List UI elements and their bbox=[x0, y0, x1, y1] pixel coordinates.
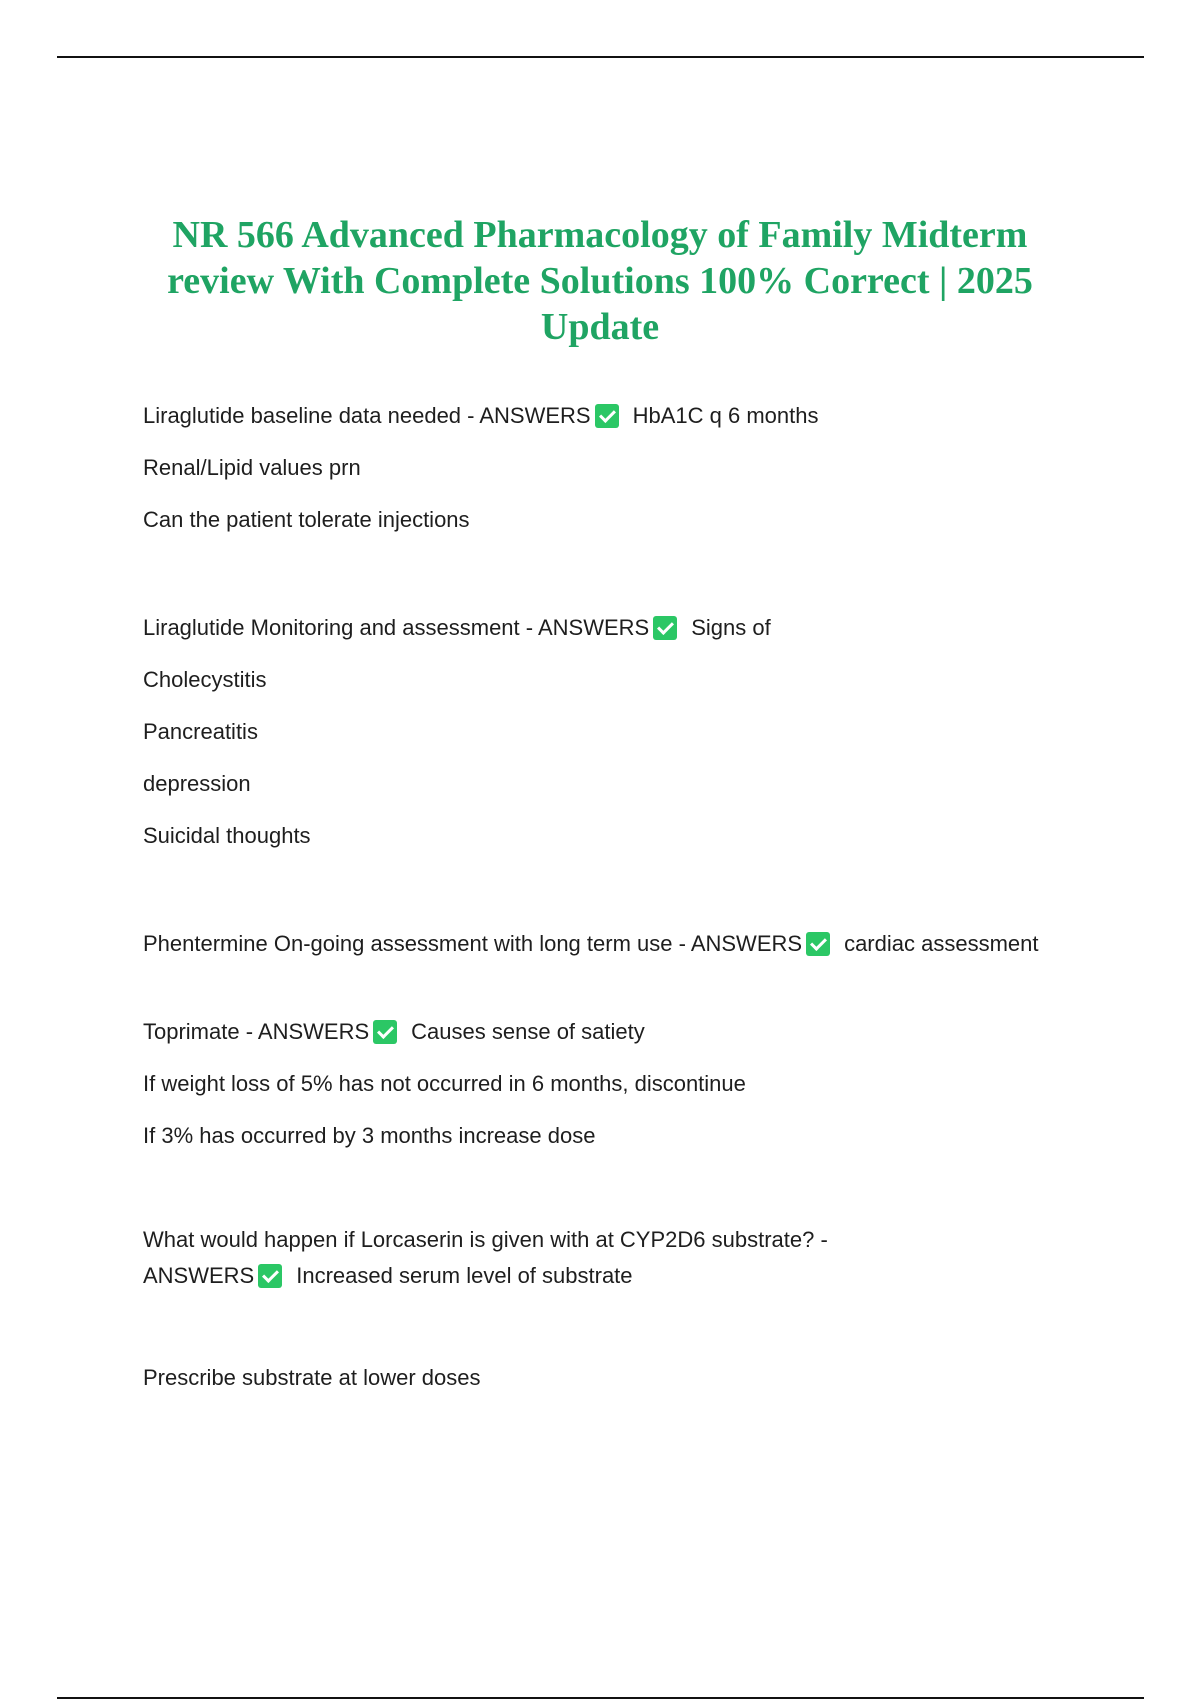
answer-text: cardiac assessment bbox=[844, 931, 1039, 956]
answer-line: Cholecystitis bbox=[143, 667, 267, 692]
qa-question-line bbox=[143, 1014, 1073, 1066]
spacer bbox=[143, 962, 1073, 1014]
question-text: Liraglutide Monitoring and assessment - ANSWERS bbox=[143, 615, 650, 640]
answer-line: Suicidal thoughts bbox=[143, 823, 311, 848]
bottom-rule bbox=[57, 1697, 1144, 1699]
qa-entry-phentermine bbox=[143, 926, 1073, 962]
answer-text: Causes sense of satiety bbox=[411, 1019, 645, 1044]
top-rule bbox=[57, 56, 1144, 58]
check-badge-icon bbox=[653, 616, 677, 640]
answer-line: depression bbox=[143, 771, 251, 796]
question-text: Toprimate - ANSWERS bbox=[143, 1019, 370, 1044]
qa-question-line bbox=[143, 610, 1073, 662]
spacer bbox=[143, 554, 1073, 610]
check-badge-icon bbox=[373, 1020, 397, 1044]
answer-text: HbA1C q 6 months bbox=[632, 403, 819, 428]
check-badge-icon bbox=[258, 1264, 282, 1288]
qa-question-line bbox=[143, 398, 1073, 450]
spacer bbox=[143, 1170, 1073, 1222]
answer-line: Renal/Lipid values prn bbox=[143, 455, 361, 480]
document-body bbox=[143, 398, 1073, 1412]
answer-line: Can the patient tolerate injections bbox=[143, 507, 470, 532]
qa-entry-lorcaserin bbox=[143, 1222, 1073, 1412]
check-badge-icon bbox=[806, 932, 830, 956]
answer-line: Prescribe substrate at lower doses bbox=[143, 1365, 481, 1390]
document-title: NR 566 Advanced Pharmacology of Family Midterm review With Complete Solutions 100% Correct | 2025 Update bbox=[167, 214, 1033, 348]
answer-text: Signs of bbox=[691, 615, 771, 640]
qa-question-line bbox=[143, 926, 1073, 962]
qa-entry-liraglutide-baseline bbox=[143, 398, 1073, 554]
spacer bbox=[143, 1294, 1073, 1360]
answer-text: Increased serum level of substrate bbox=[296, 1263, 633, 1288]
question-text: Liraglutide baseline data needed - ANSWERS bbox=[143, 403, 591, 428]
qa-question-line bbox=[143, 1222, 943, 1294]
qa-entry-toprimate bbox=[143, 1014, 1073, 1170]
check-badge-icon bbox=[595, 404, 619, 428]
answer-line: If 3% has occurred by 3 months increase dose bbox=[143, 1123, 596, 1148]
spacer bbox=[143, 870, 1073, 926]
question-text: Phentermine On-going assessment with long term use - ANSWERS bbox=[143, 931, 803, 956]
question-text: What would happen if Lorcaserin is given with at CYP2D6 substrate? - ANSWERS bbox=[143, 1227, 828, 1288]
answer-line: Pancreatitis bbox=[143, 719, 258, 744]
qa-entry-liraglutide-monitoring bbox=[143, 610, 1073, 870]
answer-line: If weight loss of 5% has not occurred in 6 months, discontinue bbox=[143, 1071, 746, 1096]
